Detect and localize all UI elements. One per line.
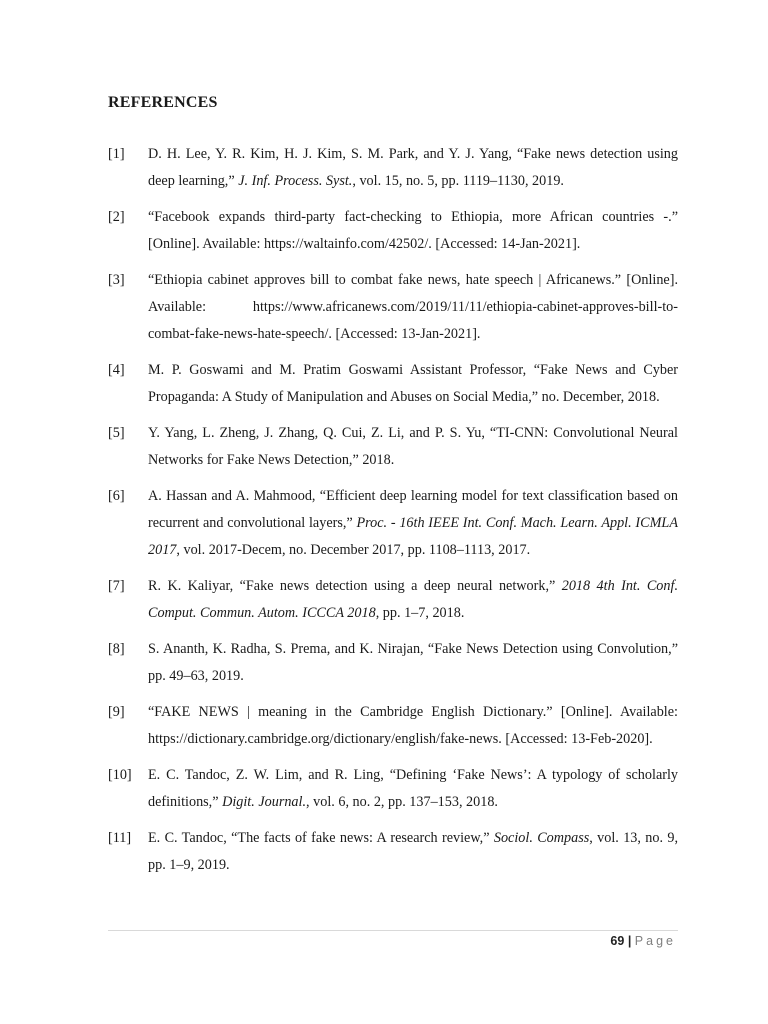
reference-text-part: M. P. Goswami and M. Pratim Goswami Assistant Professor, “Fake News and Cyber Propaganda: A Study of Manipulation and Abuses on Social Media,” no. December, 2018. xyxy=(148,362,678,405)
page-footer xyxy=(610,934,676,948)
reference-text xyxy=(148,636,678,690)
reference-number: [9] xyxy=(108,704,125,720)
reference-item xyxy=(108,699,678,753)
reference-number: [8] xyxy=(108,641,125,657)
reference-text-part: , vol. 2017-Decem, no. December 2017, pp. 1108–1113, 2017. xyxy=(176,542,531,558)
page-label: Page xyxy=(634,934,676,948)
reference-number: [10] xyxy=(108,767,132,783)
reference-item xyxy=(108,420,678,474)
reference-item xyxy=(108,636,678,690)
reference-number: [6] xyxy=(108,488,125,504)
reference-venue: Proc. - 16th IEEE Int. Conf. Mach. Learn. Appl. ICMLA 2017 xyxy=(148,515,678,558)
reference-text-part: “Facebook expands third-party fact-checking to Ethiopia, more African countries -.” [Online]. Available: https://waltainfo.com/42502/. [Accessed: 14-Jan-2021]. xyxy=(148,209,678,252)
reference-text xyxy=(148,267,678,348)
reference-text-part: “FAKE NEWS | meaning in the Cambridge English Dictionary.” [Online]. Available: https://dictionary.cambridge.org/dictionary/english/fake-news. [Accessed: 13-Feb-2020]. xyxy=(148,704,678,747)
reference-item xyxy=(108,204,678,258)
reference-item xyxy=(108,141,678,195)
footer-divider xyxy=(108,930,678,931)
reference-venue: 2018 4th Int. Conf. Comput. Commun. Autom. ICCCA 2018 xyxy=(148,578,678,621)
reference-item xyxy=(108,357,678,411)
reference-number: [5] xyxy=(108,425,125,441)
reference-number: [4] xyxy=(108,362,125,378)
reference-text-part: E. C. Tandoc, Z. W. Lim, and R. Ling, “Defining ‘Fake News’: A typology of scholarly definitions,” xyxy=(148,767,678,810)
reference-item xyxy=(108,483,678,564)
reference-venue: Digit. Journal. xyxy=(222,794,307,810)
reference-text-part: , pp. 1–7, 2018. xyxy=(375,605,465,621)
reference-number: [7] xyxy=(108,578,125,594)
reference-text xyxy=(148,825,678,879)
reference-venue: J. Inf. Process. Syst. xyxy=(238,173,353,189)
reference-text-part: , vol. 6, no. 2, pp. 137–153, 2018. xyxy=(306,794,498,810)
reference-text xyxy=(148,483,678,564)
reference-venue: Sociol. Compass xyxy=(493,830,590,846)
reference-text-part: , vol. 13, no. 9, pp. 1–9, 2019. xyxy=(148,830,679,873)
reference-number: [3] xyxy=(108,272,125,288)
references-heading: REFERENCES xyxy=(108,94,218,111)
reference-text-part: “Ethiopia cabinet approves bill to combat fake news, hate speech | Africanews.” [Online]. Available: https://www.africanews.com/2019/11/11/ethiopia-cabinet-approves-bill-to-combat-fake-news-hate-speech/. [Accessed: 13-Jan-2021]. xyxy=(148,272,678,342)
reference-item xyxy=(108,267,678,348)
reference-text-part: R. K. Kaliyar, “Fake news detection using a deep neural network,” xyxy=(148,578,562,594)
reference-text-part: D. H. Lee, Y. R. Kim, H. J. Kim, S. M. Park, and Y. J. Yang, “Fake news detection using deep learning,” xyxy=(148,146,678,189)
reference-item xyxy=(108,762,678,816)
reference-number: [11] xyxy=(108,830,132,846)
reference-text xyxy=(148,573,678,627)
reference-text xyxy=(148,204,678,258)
reference-text-part: , vol. 15, no. 5, pp. 1119–1130, 2019. xyxy=(352,173,564,189)
reference-item xyxy=(108,573,678,627)
reference-text-part: S. Ananth, K. Radha, S. Prema, and K. Nirajan, “Fake News Detection using Convolution,” pp. 49–63, 2019. xyxy=(148,641,678,684)
reference-number: [1] xyxy=(108,146,125,162)
reference-list xyxy=(108,141,678,888)
page-number: 69 xyxy=(610,934,625,948)
reference-text-part: A. Hassan and A. Mahmood, “Efficient deep learning model for text classification based on recurrent and convolutional layers,” xyxy=(148,488,678,531)
footer-separator: | xyxy=(627,934,632,948)
reference-text xyxy=(148,357,678,411)
reference-number: [2] xyxy=(108,209,125,225)
reference-text xyxy=(148,762,678,816)
reference-text-part: Y. Yang, L. Zheng, J. Zhang, Q. Cui, Z. Li, and P. S. Yu, “TI-CNN: Convolutional Neural Networks for Fake News Detection,” 2018. xyxy=(148,425,678,468)
reference-text xyxy=(148,420,678,474)
reference-text-part: E. C. Tandoc, “The facts of fake news: A research review,” xyxy=(148,830,494,846)
reference-text xyxy=(148,699,678,753)
reference-text xyxy=(148,141,678,195)
reference-item xyxy=(108,825,678,879)
